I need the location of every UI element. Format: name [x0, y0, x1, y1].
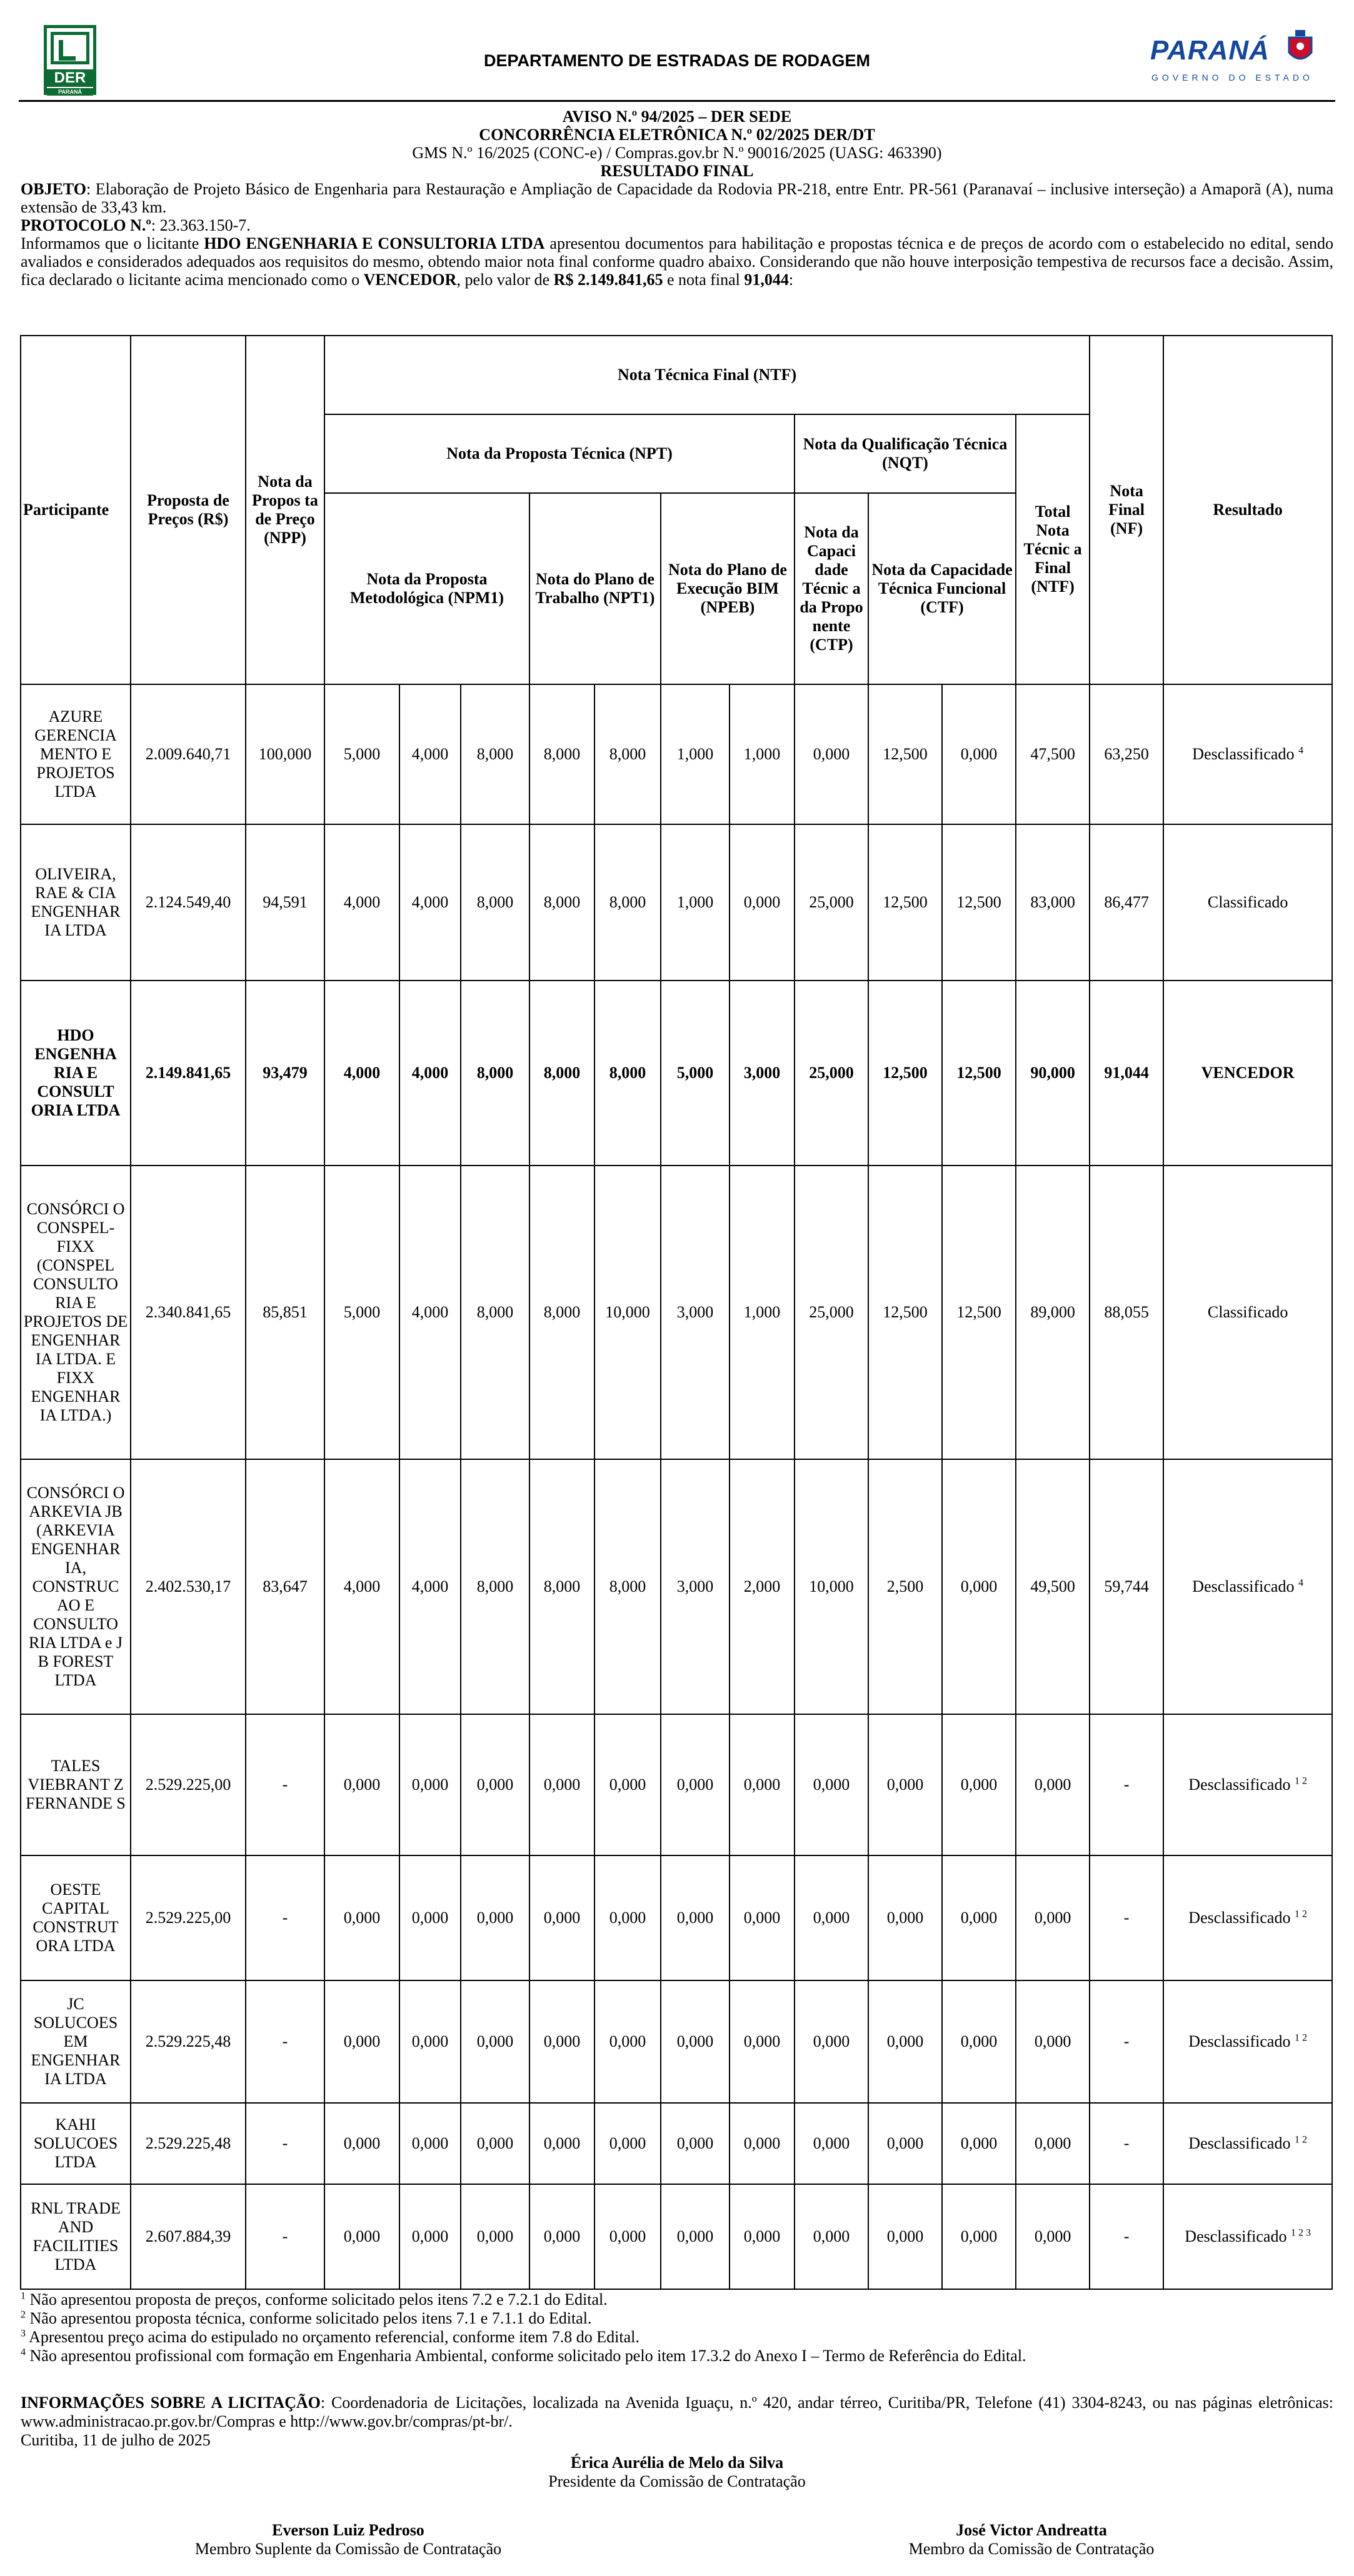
cell-score: 0,000 [324, 2103, 399, 2184]
cell-score: 0,000 [795, 1980, 868, 2103]
cell-score: 8,000 [461, 1459, 529, 1714]
resultado-text: Desclassificado [1192, 1577, 1295, 1595]
cell-score: 3,000 [730, 981, 795, 1166]
cell-proposta: 2.124.549,40 [131, 824, 246, 981]
footnote [21, 2290, 1333, 2309]
cell-score: 0,000 [529, 1980, 594, 2103]
footnote [21, 2347, 1333, 2365]
cell-score: 25,000 [795, 1166, 868, 1459]
header-npeb: Nota do Plano de Execução BIM (NPEB) [661, 493, 795, 684]
signer-role: Presidente da Comissão de Contratação [548, 2472, 806, 2490]
cell-score: 1,000 [730, 1166, 795, 1459]
cell-score: 2,000 [730, 1459, 795, 1714]
resultado-text: Desclassificado [1188, 2134, 1291, 2152]
cell-score: 0,000 [661, 2184, 730, 2289]
footnote-mark: 2 [21, 2309, 26, 2320]
resultado-text: Desclassificado [1185, 2227, 1287, 2245]
cell-proposta: 2.529.225,00 [131, 1714, 246, 1855]
cell-score: 12,500 [868, 981, 942, 1166]
cell-score: 0,000 [594, 2184, 661, 2289]
result-text: apresentou documentos para habilitação e propostas técnica e de preços de acordo com o estabelecido no edital, sendo avaliados e considerados adequados aos requisitos do mesmo, obtendo maior nota final conforme quadro abaixo. Considerando que não houve interposição tempestiva de recursos face a decisão. Assim, fica declarado o licitante acima mencionado como o [21, 234, 1333, 289]
cell-score: 12,500 [942, 981, 1016, 1166]
cell-participante: HDO ENGENHA RIA E CONSULT ORIA LTDA [21, 981, 131, 1166]
cell-resultado [1163, 2103, 1332, 2184]
cell-score: 4,000 [399, 1166, 461, 1459]
cell-nf: - [1090, 1855, 1163, 1980]
cell-participante: CONSÓRCI O ARKEVIA JB (ARKEVIA ENGENHAR IA, CONSTRUC AO E CONSULTO RIA LTDA e J B FOREST LTDA [21, 1459, 131, 1714]
protocolo-text: : 23.363.150-7. [151, 216, 251, 234]
cell-nf: - [1090, 2103, 1163, 2184]
header-ctf: Nota da Capacidade Técnica Funcional (CTF) [868, 493, 1016, 684]
table-row [21, 1855, 1332, 1980]
resultado-text: Desclassificado [1188, 1909, 1291, 1927]
header-npt-group: Nota da Proposta Técnica (NPT) [324, 414, 795, 493]
cell-proposta: 2.529.225,00 [131, 1855, 246, 1980]
cell-nf: 86,477 [1090, 824, 1163, 981]
cell-nf: - [1090, 1714, 1163, 1855]
cell-score: 8,000 [529, 824, 594, 981]
parana-logo-subtext: GOVERNO DO ESTADO [1151, 72, 1313, 82]
cell-score: 0,000 [730, 1855, 795, 1980]
cell-score: 8,000 [529, 1459, 594, 1714]
cell-score: 12,500 [868, 684, 942, 824]
cell-score: 3,000 [661, 1166, 730, 1459]
result-text: e nota final [663, 271, 745, 289]
cell-score: 4,000 [324, 824, 399, 981]
cell-score: 0,000 [594, 2103, 661, 2184]
cell-score: 0,000 [730, 824, 795, 981]
cell-score: 0,000 [461, 1855, 529, 1980]
cell-score: 0,000 [942, 1714, 1016, 1855]
cell-proposta: 2.529.225,48 [131, 2103, 246, 2184]
cell-npp: - [246, 2184, 324, 2289]
cell-score: 8,000 [461, 981, 529, 1166]
footnote-reference: 1 2 [1294, 1909, 1307, 1920]
header-proposta: Proposta de Preços (R$) [131, 336, 246, 684]
header-divider [19, 100, 1335, 102]
der-logo-text: DER [47, 69, 93, 87]
cell-score: 0,000 [461, 1980, 529, 2103]
footnote-text: Não apresentou proposta técnica, conforme solicitado pelos itens 7.1 e 7.1.1 do Edital. [26, 2309, 592, 2327]
cell-score: 10,000 [594, 1166, 661, 1459]
cell-score: 0,000 [795, 1855, 868, 1980]
footnote-reference: 4 [1298, 745, 1303, 756]
cell-total-ntf: 89,000 [1016, 1166, 1090, 1459]
cell-score: 4,000 [324, 1459, 399, 1714]
signer-name: Érica Aurélia de Melo da Silva [570, 2454, 784, 2472]
cell-npp: - [246, 1980, 324, 2103]
cell-score: 8,000 [594, 684, 661, 824]
table-row [21, 2103, 1332, 2184]
cell-total-ntf: 0,000 [1016, 1980, 1090, 2103]
coat-of-arms-icon [1286, 29, 1314, 66]
notice-number: AVISO N.º 94/2025 – DER SEDE [562, 107, 792, 126]
cell-score: 0,000 [868, 2103, 942, 2184]
cell-score: 2,500 [868, 1459, 942, 1714]
cell-participante: KAHI SOLUCOES LTDA [21, 2103, 131, 2184]
signature-member [781, 2521, 1281, 2559]
cell-proposta: 2.009.640,71 [131, 684, 246, 824]
header-npm1: Nota da Proposta Metodológica (NPM1) [324, 493, 529, 684]
cell-total-ntf: 0,000 [1016, 2184, 1090, 2289]
cell-score: 12,500 [942, 824, 1016, 981]
cell-npp: 94,591 [246, 824, 324, 981]
header-npt1: Nota do Plano de Trabalho (NPT1) [529, 493, 661, 684]
cell-resultado [1163, 1459, 1332, 1714]
header-nf: Nota Final (NF) [1090, 336, 1163, 684]
cell-score: 4,000 [399, 981, 461, 1166]
footnotes [21, 2290, 1333, 2365]
cell-nf: 88,055 [1090, 1166, 1163, 1459]
cell-score: 4,000 [399, 824, 461, 981]
cell-score: 0,000 [661, 1980, 730, 2103]
objeto-label: OBJETO [21, 180, 87, 198]
cell-score: 0,000 [594, 1980, 661, 2103]
cell-score: 0,000 [461, 2184, 529, 2289]
objeto-paragraph [21, 180, 1333, 216]
info-paragraph [21, 2394, 1333, 2431]
bid-number: CONCORRÊNCIA ELETRÔNICA N.º 02/2025 DER/DT [479, 126, 875, 144]
cell-score: 0,000 [461, 2103, 529, 2184]
parana-government-logo [1150, 27, 1319, 90]
cell-score: 0,000 [461, 1714, 529, 1855]
cell-nf: 59,744 [1090, 1459, 1163, 1714]
cell-npp: 83,647 [246, 1459, 324, 1714]
cell-nf: 63,250 [1090, 684, 1163, 824]
winner-value: R$ 2.149.841,65 [553, 271, 663, 289]
cell-resultado [1163, 2184, 1332, 2289]
cell-score: 5,000 [324, 1166, 399, 1459]
result-text: , pelo valor de [456, 271, 554, 289]
cell-score: 25,000 [795, 824, 868, 981]
signature-president [427, 2454, 927, 2491]
cell-resultado [1163, 1855, 1332, 1980]
cell-total-ntf: 0,000 [1016, 2103, 1090, 2184]
cell-score: 0,000 [529, 1714, 594, 1855]
resultado-text: Desclassificado [1192, 745, 1295, 763]
protocolo-label: PROTOCOLO N.º [21, 216, 151, 234]
cell-score: 0,000 [529, 2103, 594, 2184]
cell-resultado [1163, 1714, 1332, 1855]
header-participante: Participante [21, 336, 131, 684]
cell-score: 8,000 [594, 981, 661, 1166]
cell-score: 0,000 [795, 684, 868, 824]
header-ntf-group: Nota Técnica Final (NTF) [324, 336, 1090, 414]
footnote-reference: 4 [1298, 1577, 1303, 1589]
cell-score: 8,000 [529, 684, 594, 824]
winner-score: 91,044 [744, 271, 789, 289]
cell-nf: - [1090, 2184, 1163, 2289]
cell-score: 1,000 [661, 824, 730, 981]
result-heading: RESULTADO FINAL [600, 162, 754, 180]
cell-score: 5,000 [661, 981, 730, 1166]
cell-score: 0,000 [730, 2184, 795, 2289]
footnote [21, 2328, 1333, 2347]
cell-score: 0,000 [324, 1980, 399, 2103]
cell-npp: 85,851 [246, 1166, 324, 1459]
resultado-text: Classificado [1207, 893, 1288, 911]
signature-member-suplente [98, 2521, 598, 2559]
cell-total-ntf: 0,000 [1016, 1714, 1090, 1855]
winner-label: VENCEDOR [363, 271, 457, 289]
cell-npp: 100,000 [246, 684, 324, 824]
header-npp: Nota da Propos ta de Preço (NPP) [246, 336, 324, 684]
protocolo-paragraph [21, 216, 1333, 234]
department-title: DEPARTAMENTO DE ESTRADAS DE RODAGEM [483, 51, 871, 70]
cell-score: 0,000 [399, 1980, 461, 2103]
cell-participante: CONSÓRCI O CONSPEL-FIXX (CONSPEL CONSULTO RIA E PROJETOS DE ENGENHAR IA LTDA. E FIXX ENGENHAR IA LTDA.) [21, 1166, 131, 1459]
footnote-mark: 1 [21, 2290, 26, 2302]
table-row [21, 1166, 1332, 1459]
cell-resultado [1163, 824, 1332, 981]
result-text: Informamos que o licitante [21, 234, 204, 252]
cell-score: 0,000 [868, 1855, 942, 1980]
resultado-text: Desclassificado [1188, 1775, 1291, 1794]
cell-score: 1,000 [730, 684, 795, 824]
resultado-text: VENCEDOR [1201, 1064, 1295, 1082]
cell-npp: 93,479 [246, 981, 324, 1166]
cell-participante: TALES VIEBRANT Z FERNANDE S [21, 1714, 131, 1855]
footnote-reference: 1 2 3 [1290, 2227, 1311, 2239]
footnote-reference: 1 2 [1294, 1775, 1307, 1787]
cell-score: 0,000 [399, 2103, 461, 2184]
cell-nf: - [1090, 1980, 1163, 2103]
table-row [21, 684, 1332, 824]
cell-score: 12,500 [942, 1166, 1016, 1459]
cell-score: 1,000 [661, 684, 730, 824]
cell-score: 0,000 [942, 684, 1016, 824]
table-row [21, 1714, 1332, 1855]
cell-score: 8,000 [529, 1166, 594, 1459]
cell-score: 8,000 [461, 1166, 529, 1459]
cell-score: 5,000 [324, 684, 399, 824]
cell-score: 0,000 [730, 1714, 795, 1855]
parana-logo-text: PARANÁ [1150, 35, 1270, 66]
objeto-text: : Elaboração de Projeto Básico de Engenharia para Restauração e Ampliação de Capacidade da Rodovia PR-218, entre Entr. PR-561 (Paranavaí – inclusive interseção) a Amaporã (A), numa extensão de 33,43 km. [21, 180, 1333, 216]
cell-score: 0,000 [868, 2184, 942, 2289]
cell-score: 0,000 [399, 2184, 461, 2289]
cell-participante: JC SOLUCOES EM ENGENHAR IA LTDA [21, 1980, 131, 2103]
footnote [21, 2309, 1333, 2328]
table-row [21, 981, 1332, 1166]
cell-proposta: 2.340.841,65 [131, 1166, 246, 1459]
cell-resultado [1163, 684, 1332, 824]
der-logo-subtext: PARANÁ [47, 88, 93, 96]
header-ctp: Nota da Capaci dade Técnic a da Propo nente (CTP) [795, 493, 868, 684]
cell-score: 0,000 [661, 2103, 730, 2184]
cell-score: 0,000 [942, 1855, 1016, 1980]
cell-score: 8,000 [594, 1459, 661, 1714]
cell-score: 0,000 [730, 2103, 795, 2184]
process-reference: GMS N.º 16/2025 (CONC-e) / Compras.gov.br N.º 90016/2025 (UASG: 463390) [412, 144, 942, 162]
cell-score: 0,000 [324, 2184, 399, 2289]
page-header [0, 0, 1354, 106]
header-nqt-group: Nota da Qualificação Técnica (NQT) [795, 414, 1016, 493]
date-line: Curitiba, 11 de julho de 2025 [21, 2431, 211, 2449]
table-row [21, 1459, 1332, 1714]
cell-proposta: 2.149.841,65 [131, 981, 246, 1166]
cell-proposta: 2.607.884,39 [131, 2184, 246, 2289]
cell-score: 0,000 [795, 1714, 868, 1855]
signer-role: Membro Suplente da Comissão de Contratação [194, 2540, 502, 2558]
header-resultado: Resultado [1163, 336, 1332, 684]
results-table [20, 335, 1333, 2290]
cell-score: 0,000 [399, 1714, 461, 1855]
table-row [21, 824, 1332, 981]
cell-participante: OESTE CAPITAL CONSTRUT ORA LTDA [21, 1855, 131, 1980]
cell-total-ntf: 83,000 [1016, 824, 1090, 981]
footnote-mark: 4 [21, 2347, 26, 2358]
cell-score: 0,000 [324, 1714, 399, 1855]
footnote-text: Não apresentou profissional com formação em Engenharia Ambiental, conforme solicitado pelo item 17.3.2 do Anexo I – Termo de Referência do Edital. [26, 2347, 1026, 2365]
cell-score: 4,000 [324, 981, 399, 1166]
cell-resultado [1163, 981, 1332, 1166]
footnote-reference: 1 2 [1294, 2032, 1307, 2044]
cell-score: 8,000 [461, 684, 529, 824]
cell-proposta: 2.402.530,17 [131, 1459, 246, 1714]
resultado-text: Desclassificado [1188, 2032, 1291, 2050]
cell-score: 0,000 [795, 2184, 868, 2289]
cell-participante: RNL TRADE AND FACILITIES LTDA [21, 2184, 131, 2289]
cell-score: 12,500 [868, 1166, 942, 1459]
cell-score: 0,000 [795, 2103, 868, 2184]
cell-nf: 91,044 [1090, 981, 1163, 1166]
table-row [21, 2184, 1332, 2289]
cell-score: 0,000 [594, 1714, 661, 1855]
cell-score: 0,000 [868, 1714, 942, 1855]
cell-resultado [1163, 1980, 1332, 2103]
cell-score: 0,000 [399, 1855, 461, 1980]
cell-score: 4,000 [399, 1459, 461, 1714]
footnote-text: Apresentou preço acima do estipulado no orçamento referencial, conforme item 7.8 do Edital. [26, 2328, 639, 2346]
info-label: INFORMAÇÕES SOBRE A LICITAÇÃO [21, 2394, 321, 2412]
bid-information [21, 2394, 1333, 2450]
cell-score: 0,000 [529, 2184, 594, 2289]
cell-score: 12,500 [868, 824, 942, 981]
cell-total-ntf: 90,000 [1016, 981, 1090, 1166]
cell-total-ntf: 47,500 [1016, 684, 1090, 824]
cell-proposta: 2.529.225,48 [131, 1980, 246, 2103]
cell-score: 0,000 [868, 1980, 942, 2103]
cell-score: 8,000 [529, 981, 594, 1166]
notice-intro [21, 107, 1333, 289]
winner-company: HDO ENGENHARIA E CONSULTORIA LTDA [204, 234, 545, 252]
signer-role: Membro da Comissão de Contratação [908, 2540, 1155, 2558]
cell-score: 0,000 [661, 1855, 730, 1980]
cell-score: 0,000 [324, 1855, 399, 1980]
footnote-mark: 3 [21, 2328, 26, 2339]
info-text: : Coordenadoria de Licitações, localizada na Avenida Iguaçu, n.º 420, andar térreo, Curitiba/PR, Telefone (41) 3304-8243, ou nas páginas eletrônicas: www.administracao.pr.gov.br/Compras e http://www.gov.br/compras/pt-br/. [21, 2394, 1333, 2430]
cell-score: 8,000 [461, 824, 529, 981]
cell-score: 0,000 [529, 1855, 594, 1980]
cell-score: 0,000 [942, 1459, 1016, 1714]
cell-score: 0,000 [661, 1714, 730, 1855]
footnote-reference: 1 2 [1294, 2134, 1307, 2145]
cell-npp: - [246, 1714, 324, 1855]
cell-total-ntf: 49,500 [1016, 1459, 1090, 1714]
cell-score: 0,000 [942, 1980, 1016, 2103]
results-table-body [21, 684, 1332, 2289]
cell-score: 0,000 [942, 2103, 1016, 2184]
cell-score: 4,000 [399, 684, 461, 824]
result-text: : [788, 271, 794, 289]
header-total-ntf: Total Nota Técnic a Final (NTF) [1016, 414, 1090, 684]
cell-score: 0,000 [942, 2184, 1016, 2289]
cell-total-ntf: 0,000 [1016, 1855, 1090, 1980]
cell-participante: AZURE GERENCIA MENTO E PROJETOS LTDA [21, 684, 131, 824]
footnote-text: Não apresentou proposta de preços, conforme solicitado pelos itens 7.2 e 7.2.1 do Edital. [26, 2290, 608, 2309]
result-paragraph [21, 234, 1333, 289]
cell-score: 0,000 [594, 1855, 661, 1980]
table-row [21, 1980, 1332, 2103]
cell-participante: OLIVEIRA, RAE & CIA ENGENHAR IA LTDA [21, 824, 131, 981]
cell-npp: - [246, 1855, 324, 1980]
signer-name: Everson Luiz Pedroso [272, 2521, 424, 2539]
signer-name: José Victor Andreatta [956, 2521, 1107, 2539]
resultado-text: Classificado [1207, 1303, 1288, 1321]
cell-score: 25,000 [795, 981, 868, 1166]
cell-score: 3,000 [661, 1459, 730, 1714]
cell-resultado [1163, 1166, 1332, 1459]
cell-score: 0,000 [730, 1980, 795, 2103]
cell-score: 8,000 [594, 824, 661, 981]
cell-score: 10,000 [795, 1459, 868, 1714]
cell-npp: - [246, 2103, 324, 2184]
